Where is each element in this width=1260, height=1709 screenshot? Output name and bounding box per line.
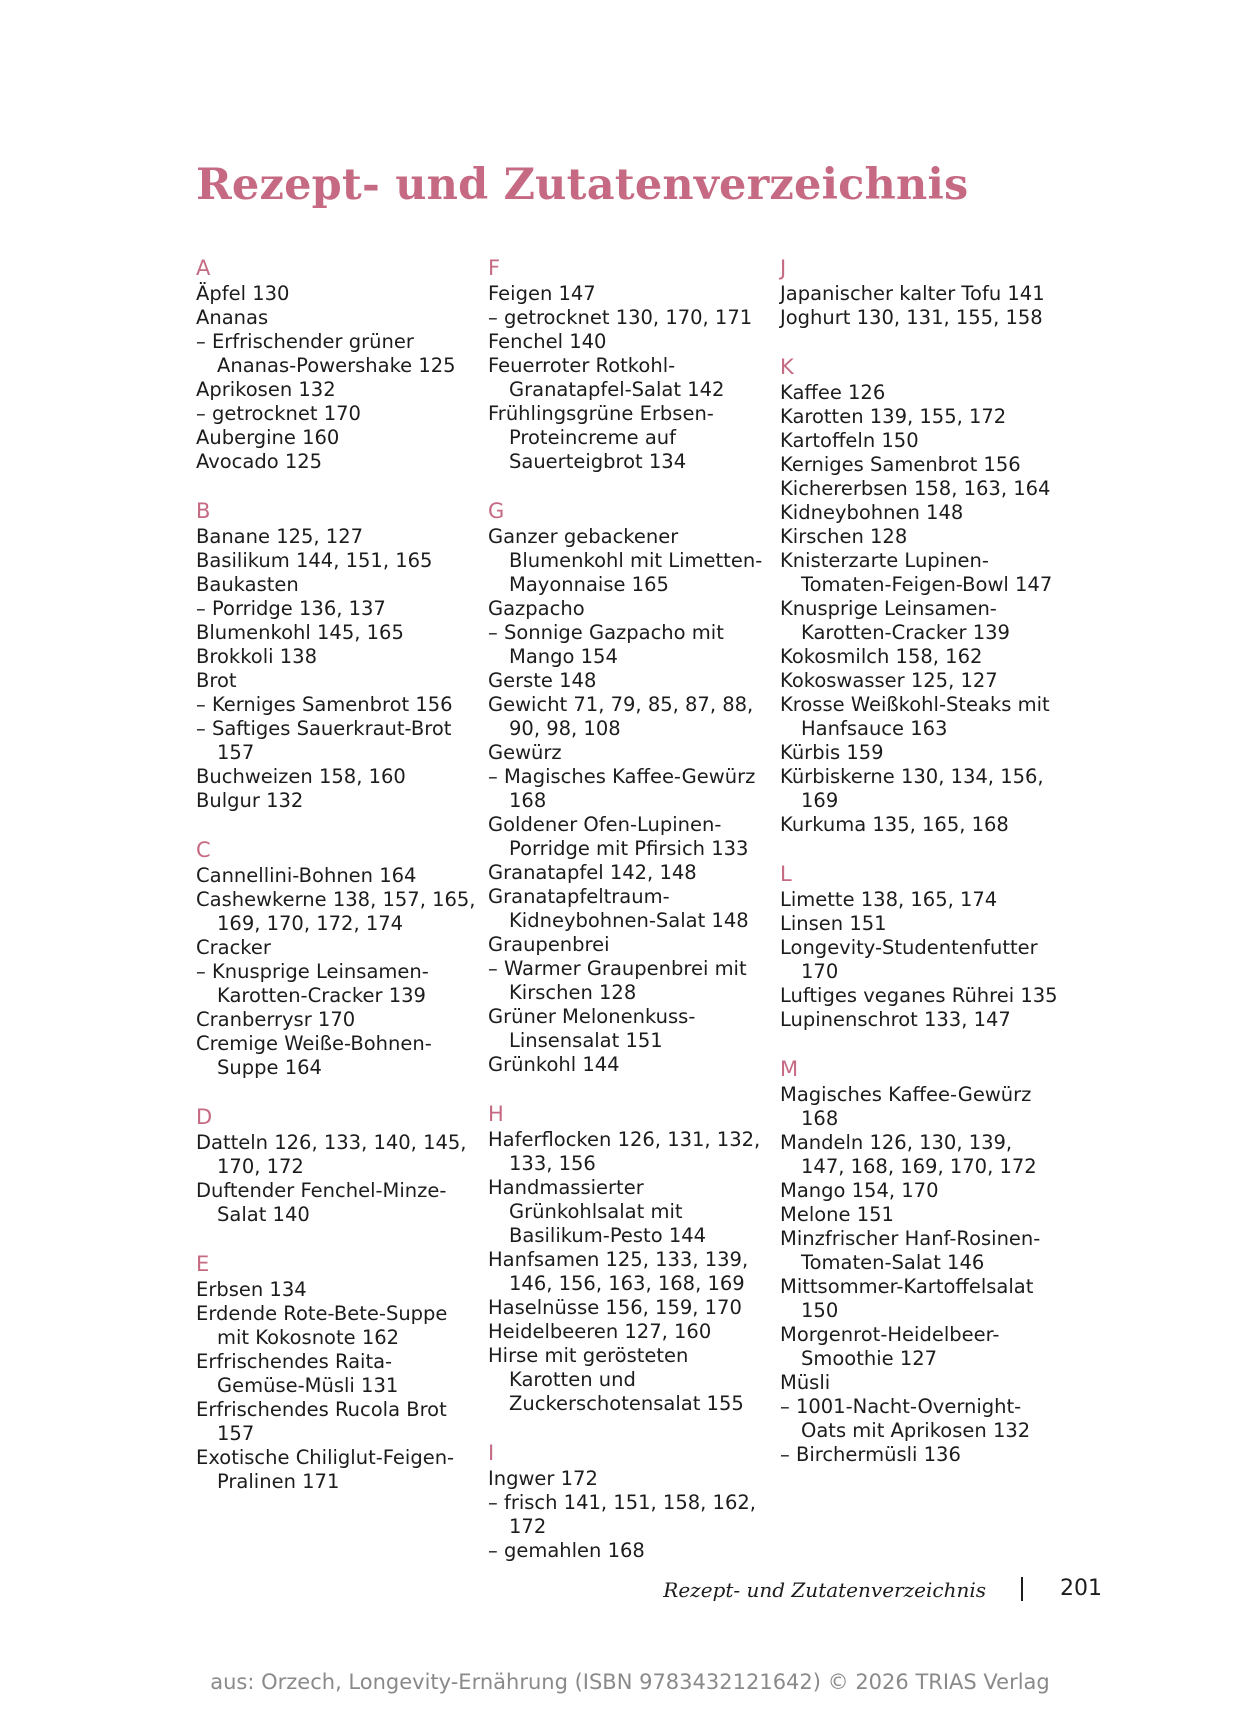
section-letter: K — [780, 355, 794, 379]
index-entry: Knusprige Leinsamen-Karotten-Cracker 139 — [780, 597, 1010, 644]
index-entry: Kerniges Samenbrot 156 — [780, 453, 1021, 476]
index-entry: Limette 138, 165, 174 — [780, 888, 998, 911]
section-letter: I — [488, 1441, 495, 1465]
index-entry: Banane 125, 127 — [196, 525, 364, 548]
index-entry: Feuerroter Rotkohl-Granatapfel-Salat 142 — [488, 354, 725, 401]
index-entry: Goldener Ofen-Lupinen-Porridge mit Pfirsich 133 — [488, 813, 749, 860]
section-letter: C — [196, 838, 211, 862]
index-entry: – frisch 141, 151, 158, 162, 172 — [488, 1491, 763, 1538]
index-entry: – Knusprige Leinsamen-Karotten-Cracker 139 — [196, 960, 429, 1007]
index-section — [780, 255, 1060, 330]
index-entry: Kürbis 159 — [780, 741, 884, 764]
index-entry: Mandeln 126, 130, 139, 147, 168, 169, 170, 172 — [780, 1131, 1037, 1178]
index-section — [488, 1440, 768, 1563]
source-notice: aus: Orzech, Longevity-Ernährung (ISBN 9783432121642) © 2026 TRIAS Verlag — [210, 1670, 1050, 1694]
index-entry: Brokkoli 138 — [196, 645, 317, 668]
index-entry: – Saftiges Sauerkraut-Brot 157 — [196, 717, 458, 764]
index-section — [488, 498, 768, 1077]
index-entry: – 1001-Nacht-Overnight-Oats mit Aprikosen 132 — [780, 1395, 1031, 1442]
section-letter: B — [196, 499, 211, 523]
index-column-1 — [196, 255, 482, 1518]
index-entry: Lupinenschrot 133, 147 — [780, 1008, 1011, 1031]
index-entry: Ganzer gebackener Blumenkohl mit Limetten-Mayonnaise 165 — [488, 525, 763, 596]
index-entry: Morgenrot-Heidelbeer-Smoothie 127 — [780, 1323, 1000, 1370]
running-footer-title: Rezept- und Zutatenverzeichnis — [663, 1578, 986, 1602]
index-section — [196, 1104, 476, 1227]
index-section — [196, 255, 476, 474]
index-entry: Linsen 151 — [780, 912, 887, 935]
index-section — [780, 861, 1060, 1032]
index-entry: Joghurt 130, 131, 155, 158 — [780, 306, 1043, 329]
index-entry: – Porridge 136, 137 — [196, 597, 386, 620]
index-entry: Luftiges veganes Rührei 135 — [780, 984, 1058, 1007]
index-entry: Duftender Fenchel-Minze-Salat 140 — [196, 1179, 447, 1226]
index-column-3 — [780, 255, 1060, 1491]
index-entry: Haselnüsse 156, 159, 170 — [488, 1296, 742, 1319]
index-entry: Grünkohl 144 — [488, 1053, 620, 1076]
section-letter: E — [196, 1252, 210, 1276]
index-entry: – getrocknet 130, 170, 171 — [488, 306, 753, 329]
index-entry: Graupenbrei — [488, 933, 610, 956]
index-entry: Exotische Chiliglut-Feigen-Pralinen 171 — [196, 1446, 455, 1493]
index-entry: Aprikosen 132 — [196, 378, 336, 401]
index-entry: Kichererbsen 158, 163, 164 — [780, 477, 1051, 500]
index-entry: Longevity-Studentenfutter 170 — [780, 936, 1044, 983]
index-entry: Gazpacho — [488, 597, 585, 620]
index-entry: Kokosmilch 158, 162 — [780, 645, 983, 668]
index-entry: Cranberrysr 170 — [196, 1008, 356, 1031]
index-entry: Cracker — [196, 936, 271, 959]
index-entry: Cremige Weiße-Bohnen-Suppe 164 — [196, 1032, 432, 1079]
index-entry: Blumenkohl 145, 165 — [196, 621, 404, 644]
index-entry: – Magisches Kaffee-Gewürz 168 — [488, 765, 762, 812]
index-entry: Müsli — [780, 1371, 831, 1394]
index-entry: Gewürz — [488, 741, 562, 764]
index-entry: Minzfrischer Hanf-Rosinen-Tomaten-Salat 146 — [780, 1227, 1041, 1274]
section-letter: M — [780, 1057, 799, 1081]
index-entry: – Birchermüsli 136 — [780, 1443, 961, 1466]
index-entry: Handmassierter Grünkohlsalat mit Basilikum-Pesto 144 — [488, 1176, 707, 1247]
index-entry: Kürbiskerne 130, 134, 156, 169 — [780, 765, 1050, 812]
index-entry: – getrocknet 170 — [196, 402, 361, 425]
index-entry: Knisterzarte Lupinen-Tomaten-Feigen-Bowl 147 — [780, 549, 1053, 596]
section-letter: D — [196, 1105, 213, 1129]
page-title: Rezept- und Zutatenverzeichnis — [196, 160, 969, 210]
index-entry: Kokoswasser 125, 127 — [780, 669, 998, 692]
index-entry: Datteln 126, 133, 140, 145, 170, 172 — [196, 1131, 473, 1178]
index-entry: – Kerniges Samenbrot 156 — [196, 693, 453, 716]
index-entry: Bulgur 132 — [196, 789, 304, 812]
index-section — [488, 255, 768, 474]
index-entry: – Erfrischender grüner Ananas-Powershake 125 — [196, 330, 456, 377]
index-section — [780, 354, 1060, 837]
index-section — [780, 1056, 1060, 1467]
index-entry: Karotten 139, 155, 172 — [780, 405, 1007, 428]
section-letter: F — [488, 256, 501, 280]
index-entry: Äpfel 130 — [196, 282, 290, 305]
index-entry: Basilikum 144, 151, 165 — [196, 549, 433, 572]
index-entry: Granatapfel 142, 148 — [488, 861, 697, 884]
section-letter: L — [780, 862, 792, 886]
index-entry: Ingwer 172 — [488, 1467, 598, 1490]
index-section — [196, 837, 482, 1080]
index-entry: Kartoffeln 150 — [780, 429, 919, 452]
index-entry: Mango 154, 170 — [780, 1179, 939, 1202]
index-entry: Gerste 148 — [488, 669, 597, 692]
index-entry: Hanfsamen 125, 133, 139, 146, 156, 163, 168, 169 — [488, 1248, 755, 1295]
index-entry: Cannellini-Bohnen 164 — [196, 864, 417, 887]
section-letter: J — [780, 256, 787, 280]
index-entry: Kidneybohnen 148 — [780, 501, 964, 524]
index-entry: Cashewkerne 138, 157, 165, 169, 170, 172, 174 — [196, 888, 482, 935]
page-number: 201 — [1060, 1576, 1102, 1601]
section-letter: A — [196, 256, 211, 280]
index-entry: – Sonnige Gazpacho mit Mango 154 — [488, 621, 731, 668]
index-entry: Kurkuma 135, 165, 168 — [780, 813, 1009, 836]
index-entry: Brot — [196, 669, 237, 692]
index-entry: Erbsen 134 — [196, 1278, 307, 1301]
index-entry: Gewicht 71, 79, 85, 87, 88, 90, 98, 108 — [488, 693, 760, 740]
index-entry: Erfrischendes Raita-Gemüse-Müsli 131 — [196, 1350, 399, 1397]
index-entry: Avocado 125 — [196, 450, 323, 473]
index-entry: Krosse Weißkohl-Steaks mit Hanfsauce 163 — [780, 693, 1056, 740]
index-entry: Magisches Kaffee-Gewürz 168 — [780, 1083, 1038, 1130]
section-letter: H — [488, 1102, 504, 1126]
index-entry: Hirse mit gerösteten Karotten und Zuckerschotensalat 155 — [488, 1344, 744, 1415]
index-entry: – gemahlen 168 — [488, 1539, 645, 1562]
index-entry: Kirschen 128 — [780, 525, 908, 548]
index-entry: – Warmer Graupenbrei mit Kirschen 128 — [488, 957, 753, 1004]
index-entry: Japanischer kalter Tofu 141 — [780, 282, 1045, 305]
index-entry: Heidelbeeren 127, 160 — [488, 1320, 712, 1343]
index-entry: Erdende Rote-Bete-Suppe mit Kokosnote 162 — [196, 1302, 454, 1349]
index-entry: Frühlingsgrüne Erbsen-Proteincreme auf Sauerteigbrot 134 — [488, 402, 714, 473]
index-entry: Melone 151 — [780, 1203, 894, 1226]
index-column-2 — [488, 255, 768, 1587]
index-entry: Aubergine 160 — [196, 426, 340, 449]
index-entry: Buchweizen 158, 160 — [196, 765, 406, 788]
index-entry: Granatapfeltraum-Kidneybohnen-Salat 148 — [488, 885, 749, 932]
index-entry: Haferflocken 126, 131, 132, 133, 156 — [488, 1128, 767, 1175]
index-entry: Baukasten — [196, 573, 299, 596]
section-letter: G — [488, 499, 505, 523]
index-entry: Feigen 147 — [488, 282, 596, 305]
footer-divider — [1021, 1577, 1023, 1601]
index-section — [196, 1251, 476, 1494]
index-entry: Kaffee 126 — [780, 381, 886, 404]
index-section — [488, 1101, 768, 1416]
index-entry: Erfrischendes Rucola Brot 157 — [196, 1398, 453, 1445]
index-entry: Mittsommer-Kartoffelsalat 150 — [780, 1275, 1040, 1322]
index-entry: Fenchel 140 — [488, 330, 607, 353]
index-section — [196, 498, 476, 813]
index-entry: Ananas — [196, 306, 269, 329]
index-entry: Grüner Melonenkuss-Linsensalat 151 — [488, 1005, 696, 1052]
